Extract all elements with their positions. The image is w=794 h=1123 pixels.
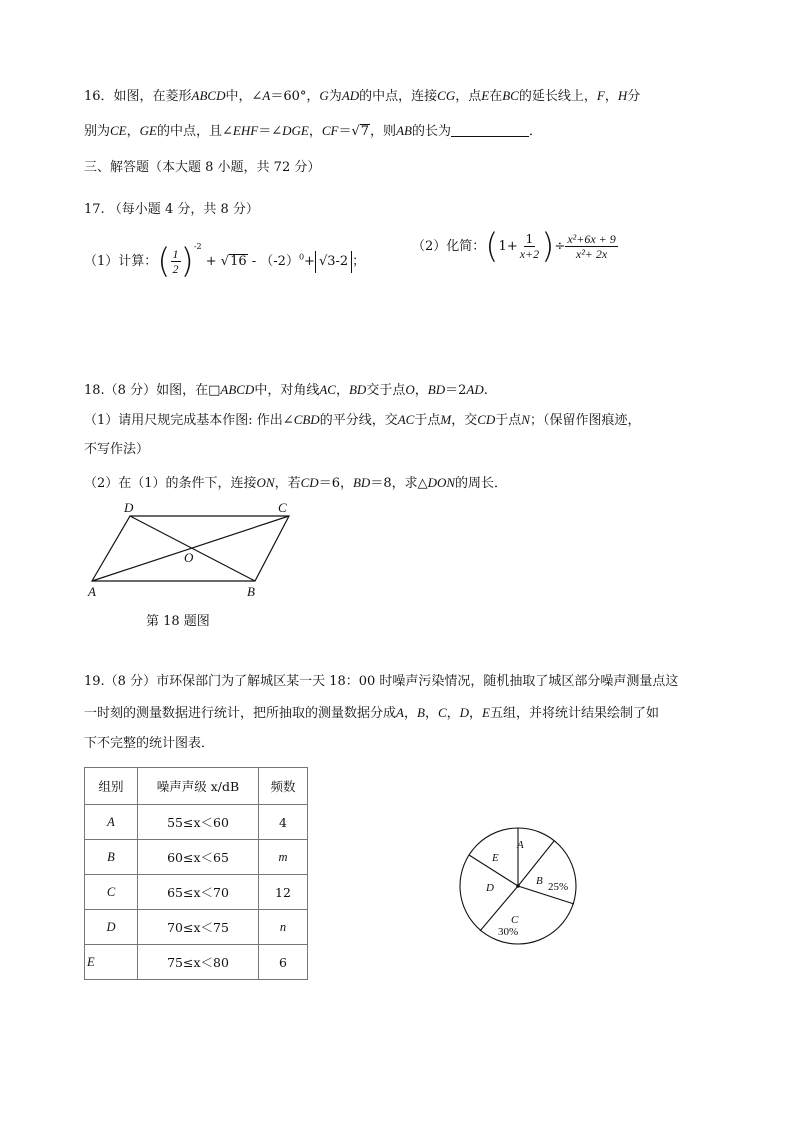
q18-line-3: 不写作法） bbox=[84, 442, 150, 457]
cell-group: D bbox=[85, 910, 138, 945]
cell-range: 55≤x＜60 bbox=[138, 805, 259, 840]
q19-line-2: 一时刻的测量数据进行统计，把所抽取的测量数据分成A，B，C，D，E五组，并将统计结果绘制了如 bbox=[84, 705, 660, 721]
figure-18-caption: 第 18 题图 bbox=[146, 614, 210, 629]
header-freq: 频数 bbox=[259, 768, 308, 805]
q17-title: 17. （每小题 4 分，共 8 分） bbox=[84, 202, 259, 217]
cell-range: 75≤x＜80 bbox=[138, 945, 259, 980]
q16-line-2: 别为CE，GE的中点，且∠EHF＝∠DGE，CF＝√7，则AB的长为 ． bbox=[84, 123, 542, 139]
pie-label-d: D bbox=[486, 882, 494, 894]
pie-label-e: E bbox=[492, 852, 499, 864]
header-group: 组别 bbox=[85, 768, 138, 805]
vertex-b: B bbox=[247, 584, 255, 599]
q18-line-4: （2）在（1）的条件下，连接ON，若CD＝6，BD＝8，求△DON的周长． bbox=[84, 475, 508, 491]
pie-pct-b: 25% bbox=[548, 881, 569, 893]
table-row bbox=[85, 875, 308, 910]
q17-part-1: （1）计算：( $\frac{1}{2}$ )$^{-2} + √16 - (-2)^0+ √3-2$ ； bbox=[84, 241, 366, 282]
cell-freq: 4 bbox=[259, 805, 308, 840]
q18-line-2: （1）请用尺规完成基本作图: 作出∠CBD的平分线，交AC于点M，交CD于点N；（保留作图痕迹， bbox=[84, 412, 641, 428]
table-header-row bbox=[85, 768, 308, 805]
pie-center bbox=[516, 884, 520, 888]
q18-line-1: 18.（8 分）如图，在□ABCD中，对角线AC，BD交于点O，BD＝2AD. bbox=[84, 382, 488, 398]
cell-range: 60≤x＜65 bbox=[138, 840, 259, 875]
sqrt-seven: 7 bbox=[360, 124, 370, 139]
q17-part-2: （2）化简：(1+ $\frac{1}{x+2}$ )÷ $\frac{\text{x²+6x + 9}}{\text{x²+ 2x}}$ bbox=[412, 226, 616, 267]
cell-freq: 6 bbox=[259, 945, 308, 980]
pie-label-a: A bbox=[517, 839, 524, 851]
pie-label-b: B bbox=[536, 875, 543, 887]
point-o: O bbox=[184, 550, 194, 565]
parallelogram-figure bbox=[84, 500, 304, 600]
pie-pct-c: 30% bbox=[498, 926, 519, 938]
noise-frequency-table bbox=[84, 767, 308, 980]
cell-freq: m bbox=[259, 840, 308, 875]
diagonal-bd bbox=[130, 516, 255, 581]
q19-line-3: 下不完整的统计图表． bbox=[84, 736, 215, 751]
cell-freq: n bbox=[259, 910, 308, 945]
cell-freq: 12 bbox=[259, 875, 308, 910]
table-row bbox=[85, 945, 308, 980]
vertex-c: C bbox=[278, 500, 287, 515]
cell-group: A bbox=[85, 805, 138, 840]
cell-range: 70≤x＜75 bbox=[138, 910, 259, 945]
cell-range: 65≤x＜70 bbox=[138, 875, 259, 910]
noise-pie-chart bbox=[455, 824, 581, 950]
table-row bbox=[85, 840, 308, 875]
cell-group: E bbox=[85, 945, 138, 980]
pie-label-c: C bbox=[511, 914, 519, 926]
q19-line-1: 19.（8 分）市环保部门为了解城区某一天 18：00 时噪声污染情况，随机抽取了城区部分噪声测量点这 bbox=[84, 674, 679, 689]
vertex-a: A bbox=[88, 584, 96, 599]
table-row bbox=[85, 910, 308, 945]
header-level: 噪声声级 x/dB bbox=[138, 768, 259, 805]
answer-blank bbox=[451, 122, 529, 137]
cell-group: B bbox=[85, 840, 138, 875]
q16-line-1: 16．如图，在菱形ABCD中，∠A＝60°，G为AD的中点，连接CG，点E在BC的延长线上，F，H分 bbox=[84, 88, 641, 104]
table-row bbox=[85, 805, 308, 840]
cell-group: C bbox=[85, 875, 138, 910]
section-3-heading: 三、解答题（本大题 8 小题，共 72 分） bbox=[84, 160, 321, 175]
vertex-d: D bbox=[124, 500, 134, 515]
